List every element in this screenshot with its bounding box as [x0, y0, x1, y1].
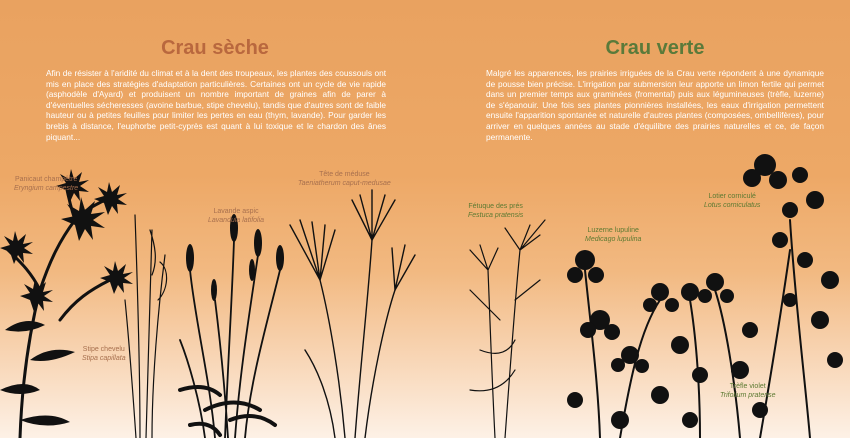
lavender-silhouette	[180, 240, 280, 438]
plant-scientific-name: Lotus corniculatus	[704, 201, 761, 209]
plant-common-name: Lotier corniculé	[708, 193, 756, 200]
plant-scientific-name: Eryngium campestre	[14, 184, 79, 192]
plant-scientific-name: Trifolium pratense	[720, 391, 776, 399]
stipa-silhouette	[125, 215, 167, 438]
plant-common-name: Tête de méduse	[319, 171, 370, 178]
plant-label-taeniatherum	[298, 171, 391, 188]
plant-label-trifolium	[720, 383, 776, 400]
plant-common-name: Trèfle violet	[729, 383, 766, 390]
plant-common-name: Lavande aspic	[213, 208, 259, 215]
plant-scientific-name: Lavandula latifolia	[208, 216, 265, 224]
plant-scientific-name: Taeniatherum caput-medusae	[298, 179, 391, 187]
crau-seche-text: Afin de résister à l'aridité du climat et à la dent des troupeaux, les plantes des coussouls ont mis en place des stratégies d'adaptation particulières. Certaines ont un cycle de vie rapide (asphodèle d'Ayard) et produisent un nombre important de graines afin de parer à d'éventuelles sécheresses (avoine barbue, stipe chevelu), tandis que d'autres sont de faible hauteur ou à petites feuilles pour limiter les pertes en eau (thym, lavande). Pour garder les brebis à distance, l'euphorbe petit-cyprès est quant à lui toxique et le chardon des ânes piquant...	[46, 68, 386, 142]
plant-common-name: Stipe chevelu	[82, 346, 125, 353]
medusa-grass-silhouette	[290, 190, 415, 438]
plant-label-lavandula	[208, 208, 264, 225]
plant-label-medicago	[585, 227, 641, 244]
crau-seche-title: Crau sèche	[161, 37, 269, 59]
plant-common-name: Panicaut champêtre	[14, 176, 78, 183]
plant-label-stipa	[82, 346, 126, 363]
plant-label-lotus	[704, 193, 760, 210]
festuca-silhouette	[470, 220, 545, 438]
plant-label-festuca	[468, 203, 523, 220]
plant-label-eryngium	[14, 176, 78, 193]
plant-scientific-name: Medicago lupulina	[585, 235, 642, 243]
crau-verte-text: Malgré les apparences, les prairies irriguées de la Crau verte répondent à une dynamique de pousse bien précise. L'irrigation par submersion leur apporte un limon fertile qui permet dans un premier temps aux graminées (fromental) puis aux légumineuses (trèfle, luzerne) de s'épanouir. Une fois ses plantes pionnières installées, les eaux d'irrigation permettent ensuite l'apparition spontanée et naturelle d'autres plantes (composées, ombellifères), pour arriver en quelques années au stade d'équilibre des prairies naturelles et ce, de façon permanente.	[486, 68, 824, 142]
plant-scientific-name: Stipa capillata	[82, 354, 126, 362]
plant-common-name: Fétuque des prés	[468, 203, 523, 210]
crau-verte-title: Crau verte	[605, 37, 705, 59]
plant-scientific-name: Festuca pratensis	[468, 211, 524, 219]
plant-common-name: Luzerne lupuline	[587, 227, 639, 234]
